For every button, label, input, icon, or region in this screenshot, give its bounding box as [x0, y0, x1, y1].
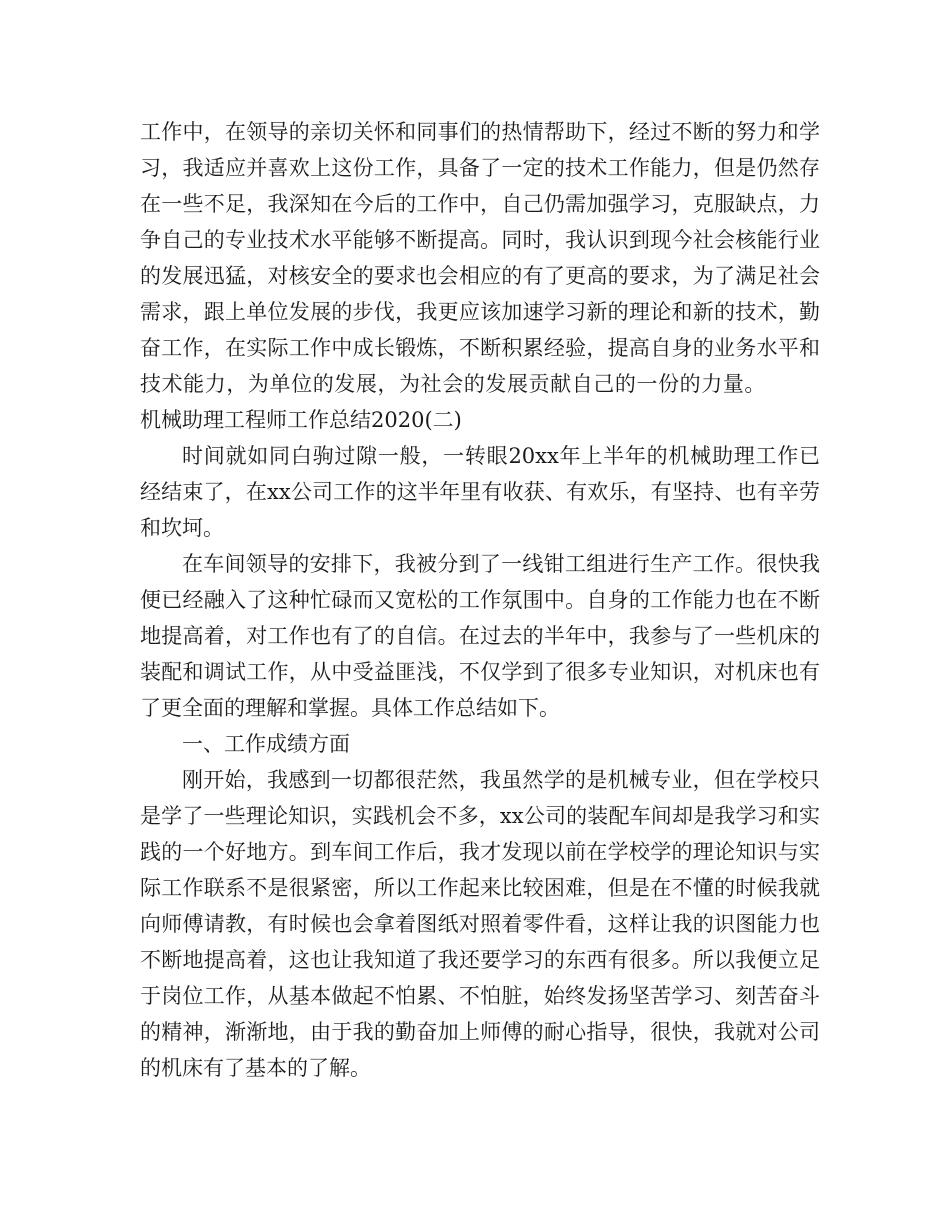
paragraph-2: 时间就如同白驹过隙一般，一转眼20xx年上半年的机械助理工作已经结束了，在xx公司工作的这半年里有收获、有欢乐，有坚持、也有辛劳和坎坷。 [140, 444, 820, 540]
paragraph-3: 在车间领导的安排下，我被分到了一线钳工组进行生产工作。很快我便已经融入了这种忙碌而又宽松的工作氛围中。自身的工作能力也在不断地提高着，对工作也有了的自信。在过去的半年中，我参与了一些机床的装配和调试工作，从中受益匪浅，不仅学到了很多专业知识，对机床也有了更全面的理解和掌握。具体工作总结如下。 [140, 552, 820, 720]
document-page [140, 114, 820, 1086]
paragraph-4: 刚开始，我感到一切都很茫然，我虽然学的是机械专业，但在学校只是学了一些理论知识，实践机会不多，xx公司的装配车间却是我学习和实践的一个好地方。到车间工作后，我才发现以前在学校学的理论知识与实际工作联系不是很紧密，所以工作起来比较困难，但是在不懂的时候我就向师傅请教，有时候也会拿着图纸对照着零件看，这样让我的识图能力也不断地提高着，这也让我知道了我还要学习的东西有很多。所以我便立足于岗位工作，从基本做起不怕累、不怕脏，始终发扬坚苦学习、刻苦奋斗的精神，渐渐地，由于我的勤奋加上师傅的耐心指导，很快，我就对公司的机床有了基本的了解。 [140, 768, 820, 1080]
section-title: 机械助理工程师工作总结2020(二) [140, 408, 462, 432]
paragraph-1 [140, 114, 820, 438]
paragraph-1-text: 工作中，在领导的亲切关怀和同事们的热情帮助下，经过不断的努力和学习，我适应并喜欢上这份工作，具备了一定的技术工作能力，但是仍然存在一些不足，我深知在今后的工作中，自己仍需加强学习，克服缺点，力争自己的专业技术水平能够不断提高。同时，我认识到现今社会核能行业的发展迅猛，对核安全的要求也会相应的有了更高的要求，为了满足社会需求，跟上单位发展的步伐，我更应该加速学习新的理论和新的技术，勤奋工作，在实际工作中成长锻炼，不断积累经验，提高自身的业务水平和技术能力，为单位的发展，为社会的发展贡献自己的一份的力量。 [140, 120, 820, 396]
heading-work-achievements: 一、工作成绩方面 [182, 732, 350, 756]
